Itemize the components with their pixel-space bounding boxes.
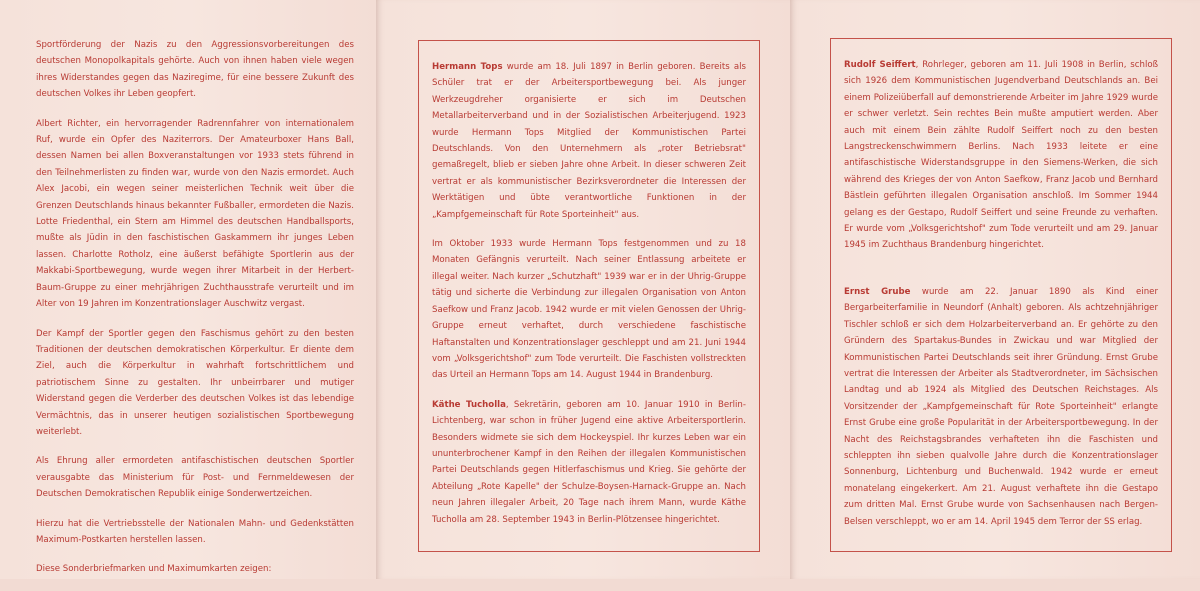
bio-name: Rudolf Seiffert — [844, 60, 916, 70]
paragraph: Albert Richter, ein hervorragender Radrennfahrer von internationalem Ruf, wurde ein Opfer des Naziterrors. Der Amateurboxer Hans Ball, dessen Namen bei allen Boxveranstaltungen vor 1933 stets führend in den Teilnehmerlisten zu finden war, wurde von den Nazis ermordet. Auch Alex Jacobi, ein wegen seiner meisterlichen Technik weit über die Grenzen Deutschlands hinaus bekannter Fußballer, ermordeten die Nazis. Lotte Friedenthal, ein Stern am Himmel des deutschen Handballsports, mußte als Jüdin in den faschistischen Gaskammern ihr junges Leben lassen. Charlotte Rotholz, eine äußerst befähigte Sportlerin aus der Makkabi-Sportbewegung, wurde wegen ihrer Mitarbeit in der Herbert-Baum-Gruppe zu einer mehrjährigen Zuchthausstrafe verurteilt und im Alter von 19 Jahren im Konzentrationslager Auschwitz vergast. — [36, 118, 354, 310]
paragraph: Sportförderung der Nazis zu den Aggressionsvorbereitungen des deutschen Monopolkapitals gehörte. Auch von ihnen haben viele wegen ihres Widerstandes gegen das Naziregime, für eine bessere Zukunft des deutschen Volkes ihr Leben geopfert. — [36, 40, 354, 100]
bio-name: Käthe Tucholla — [432, 399, 506, 410]
bio-paragraph — [844, 284, 1158, 530]
bio-paragraph — [432, 59, 746, 223]
bio-body: wurde am 22. Januar 1890 als Kind einer Bergarbeiterfamilie in Neundorf (Anhalt) geboren. Als achtzehnjähriger Tischler schloß er sich dem Holzarbeiterverband an. Er gehörte zu den Gründern des Spartakus-Bundes in Zwickau und war Mitglied der Kommunistischen Partei Deutschlands seit ihrer Gründung. Ernst Grube vertrat die Interessen der Arbeiter als Stadtverordneter, im Sächsischen Landtag und ab 1924 als Mitglied des Deutschen Reichstages. Als Vorsitzender der „Kampfgemeinschaft für Rote Sporteinheit" erlangte Ernst Grube eine große Popularität in der Arbeitersportbewegung. In der Nacht des Reichstagsbrandes verhafteten ihn die Faschisten und schleppten ihn sieben qualvolle Jahre durch die Konzentrationslager Sonnenburg, Lichtenburg und Buchenwald. 1942 wurde er erneut monatelang eingekerkert. Am 21. August verhaftete ihn die Gestapo zum dritten Mal. Ernst Grube wurde von Sachsenhausen nach Bergen-Belsen verschleppt, wo er am 14. April 1945 dem Terror der SS erlag. — [844, 286, 1158, 527]
bio-text — [432, 59, 746, 541]
bio-body: , Sekretärin, geboren am 10. Januar 1910 in Berlin-Lichtenberg, war schon in früher Jugend eine aktive Arbeitersportlerin. Besonders widmete sie sich dem Hockeyspiel. Ihr kurzes Leben war ein ununterbrochener Kampf in den Reihen der illegalen Kommunistischen Partei Deutschlands gegen Hitlerfaschismus und Krieg. Sie gehörte der Abteilung „Rote Kapelle" der Schulze-Boysen-Harnack-Gruppe an. Nach neun Jahren illegaler Arbeit, 20 Tage nach ihrem Mann, wurde Käthe Tucholla am 28. September 1943 in Berlin-Plötzensee hingerichtet. — [432, 399, 746, 525]
bio-body: , Rohrleger, geboren am 11. Juli 1908 in Berlin, schloß sich 1926 dem Kommunistischen Jugendverband Deutschlands an. Bei einem Polizeiüberfall auf demonstrierende Arbeiter im Jahre 1929 wurde er schwer verletzt. Sein rechtes Bein mußte amputiert werden. Aber auch mit einem Bein zählte Rudolf Seiffert noch zu den besten Langstreckenschwimmern Berlins. Nach 1933 leitete er eine antifaschistische Widerstandsgruppe in den Siemens-Werken, die sich während des Krieges der von Anton Saefkow, Franz Jacob und Bernhard Bästlein geführten illegalen Organisation anschloß. Im Sommer 1944 gelang es der Gestapo, Rudolf Seiffert und seine Freunde zu verhaften. Er wurde vom „Volksgerichtshof" zum Tode verurteilt und am 29. Januar 1945 im Zuchthaus Brandenburg hingerichtet. — [844, 60, 1158, 251]
paragraph: Als Ehrung aller ermordeten antifaschistischen deutschen Sportler verausgabte das Ministerium für Post- und Fernmeldewesen der Deutschen Demokratischen Republik einige Sonderwertzeichen. — [36, 456, 354, 500]
paragraph: Der Kampf der Sportler gegen den Faschismus gehört zu den besten Traditionen der deutschen demokratischen Körperkultur. Er diente dem Ziel, auch die Körperkultur in wahrhaft fortschrittlichem und patriotischem Sinne zu gestalten. Ihr unbeirrbarer und mutiger Widerstand gegen die Verderber des deutschen Volkes ist das lebendige Vermächtnis, das in unserer heutigen sozialistischen Sportbewegung weiterlebt. — [36, 328, 354, 437]
paragraph: Diese Sonderbriefmarken und Maximumkarten zeigen: — [36, 564, 272, 575]
bio-frame — [830, 38, 1172, 552]
bio-text — [844, 57, 1158, 543]
bio-paragraph — [432, 397, 746, 528]
middle-panel — [376, 0, 790, 579]
bio-frame — [418, 40, 760, 552]
bio-name: Hermann Tops — [432, 62, 503, 72]
paragraph: Hierzu hat die Vertriebsstelle der Nationalen Mahn- und Gedenkstätten Maximum-Postkarten herstellen lassen. — [36, 518, 354, 545]
bio-name: Ernst Grube — [844, 286, 911, 297]
bio-paragraph — [844, 57, 1158, 254]
bio-paragraph — [432, 236, 746, 384]
left-panel-text — [36, 37, 354, 591]
left-panel — [0, 0, 376, 579]
bio-body: Im Oktober 1933 wurde Hermann Tops festgenommen und zu 18 Monaten Gefängnis verurteilt. Nach seiner Entlassung arbeitete er illegal weiter. Nach kurzer „Schutzhaft" 1939 war er in der Uhrig-Gruppe tätig und sicherte die Verbindung zur illegalen Organisation von Anton Saefkow und Franz Jacob. 1942 wurde er mit vielen Genossen der Uhrig-Gruppe erneut verhaftet, durch verschiedene faschistische Haftanstalten und Konzentrationslager geschleppt und am 21. Juni 1944 vom „Volksgerichtshof" zum Tode verurteilt. Die Faschisten vollstreckten das Urteil an Hermann Tops am 14. August 1944 in Brandenburg. — [432, 239, 746, 381]
bio-body: wurde am 18. Juli 1897 in Berlin geboren. Bereits als Schüler trat er der Arbeitersportbewegung bei. Als junger Werkzeugdreher organisierte er sich im Deutschen Metallarbeiterverband und in der Sozialistischen Arbeiterjugend. 1923 wurde Hermann Tops Mitglied der Kommunistischen Partei Deutschlands. Von den Unternehmern als „roter Betriebsrat" gemaßregelt, blieb er sieben Jahre ohne Arbeit. In dieser schweren Zeit vertrat er als kommunistischer Bezirksverordneter die Interessen der Werktätigen und übte verantwortliche Funktionen in der „Kampfgemeinschaft für Rote Sporteinheit" aus. — [432, 62, 746, 220]
right-panel — [790, 0, 1200, 579]
